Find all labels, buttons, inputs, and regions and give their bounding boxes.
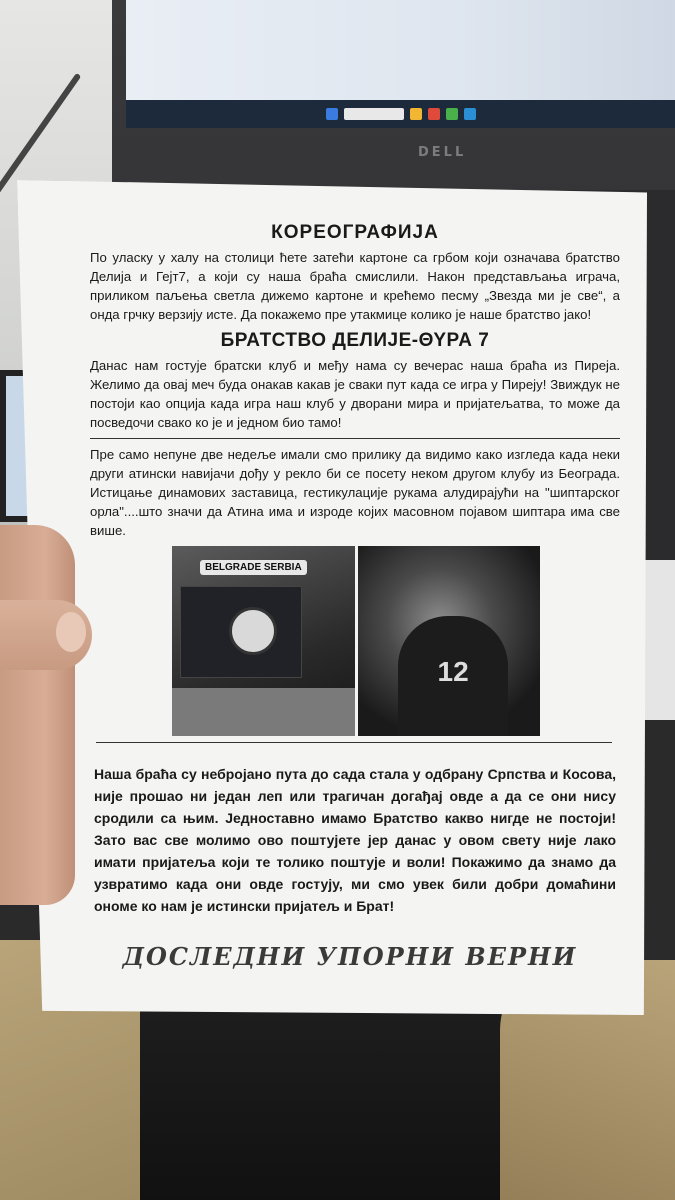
flag [180, 586, 302, 678]
flyer-subtitle: БРАТСТВО ДЕЛИЈЕ-ΘΥΡΑ 7 [220, 330, 490, 351]
divider [90, 438, 620, 439]
crest-icon [229, 607, 277, 655]
divider [96, 742, 612, 743]
search-box-icon [344, 108, 404, 120]
app-icon [428, 108, 440, 120]
photo-strip [172, 546, 540, 736]
hand [0, 525, 75, 905]
paragraph-athens: Пре само непуне две недеље имали смо прилику да видимо како изгледа када неки други атински навијачи дођу у рекло би се посету неком другом клубу из Београда. Истицање динамових заставица, гестикулације рукама алудирајући на "шиптарског орла"....што значи да Атина има и изроде којих масовном појавом шиптара има све више. [90, 447, 620, 538]
laptop-screen [126, 0, 675, 110]
app-icon [446, 108, 458, 120]
photo-gesture [358, 546, 541, 736]
paragraph-appeal: Наша браћа су небројано пута до сада стала у одбрану Српства и Косова, није прошао ни један леп или трагичан догађај овде а да се они нису сродили са њим. Једноставно имамо Братство какво нигде не постоји! Зато вас све молимо ово поштујете јер данас у овом свету није лако имати пријатеља који те толико поштује и воли! Покажимо да знамо да узвратимо када они овде гостују, ми смо увек били добри домаћини ономе ко нам је истински пријатељ и Брат! [94, 766, 616, 914]
photo-flag [172, 546, 355, 736]
thumbnail [56, 612, 86, 652]
paragraph-brotherhood: Данас нам гостује братски клуб и међу нама су вечерас наша браћа из Пиреја. Желимо да овај меч буда онакав какав је сваки пут када се игра у Пиреју! Звиждук не постоји као опција када игра наш клуб у дворани мира и пријатељатва, то може да посведочи свако ко је и једном био тамо! [90, 358, 620, 430]
windows-icon [326, 108, 338, 120]
laptop-brand: DELL [418, 145, 467, 160]
flyer-motto: ДОСЛЕДНИ УПОРНИ ВЕРНИ [122, 942, 578, 971]
road [172, 688, 355, 736]
jersey-number: 12 [437, 656, 469, 687]
taskbar [126, 100, 675, 128]
flyer-content [90, 222, 620, 540]
location-tag: BELGRADE SERBIA [200, 560, 307, 575]
paragraph-choreography: По уласку у халу на столици ћете затећи картоне са грбом који означава братство Делија и Гејт7, а који су наша браћа смислили. Након представљања играча, приликом паљења светла дижемо картоне и крећемо песму „Звезда ми је све“, а онда грчку верзију исте. Да покажемо пре утакмице колико је наше братство јако! [90, 250, 620, 322]
flyer-title: КОРЕОГРАФИЈА [271, 222, 439, 243]
folder-icon [410, 108, 422, 120]
app-icon [464, 108, 476, 120]
